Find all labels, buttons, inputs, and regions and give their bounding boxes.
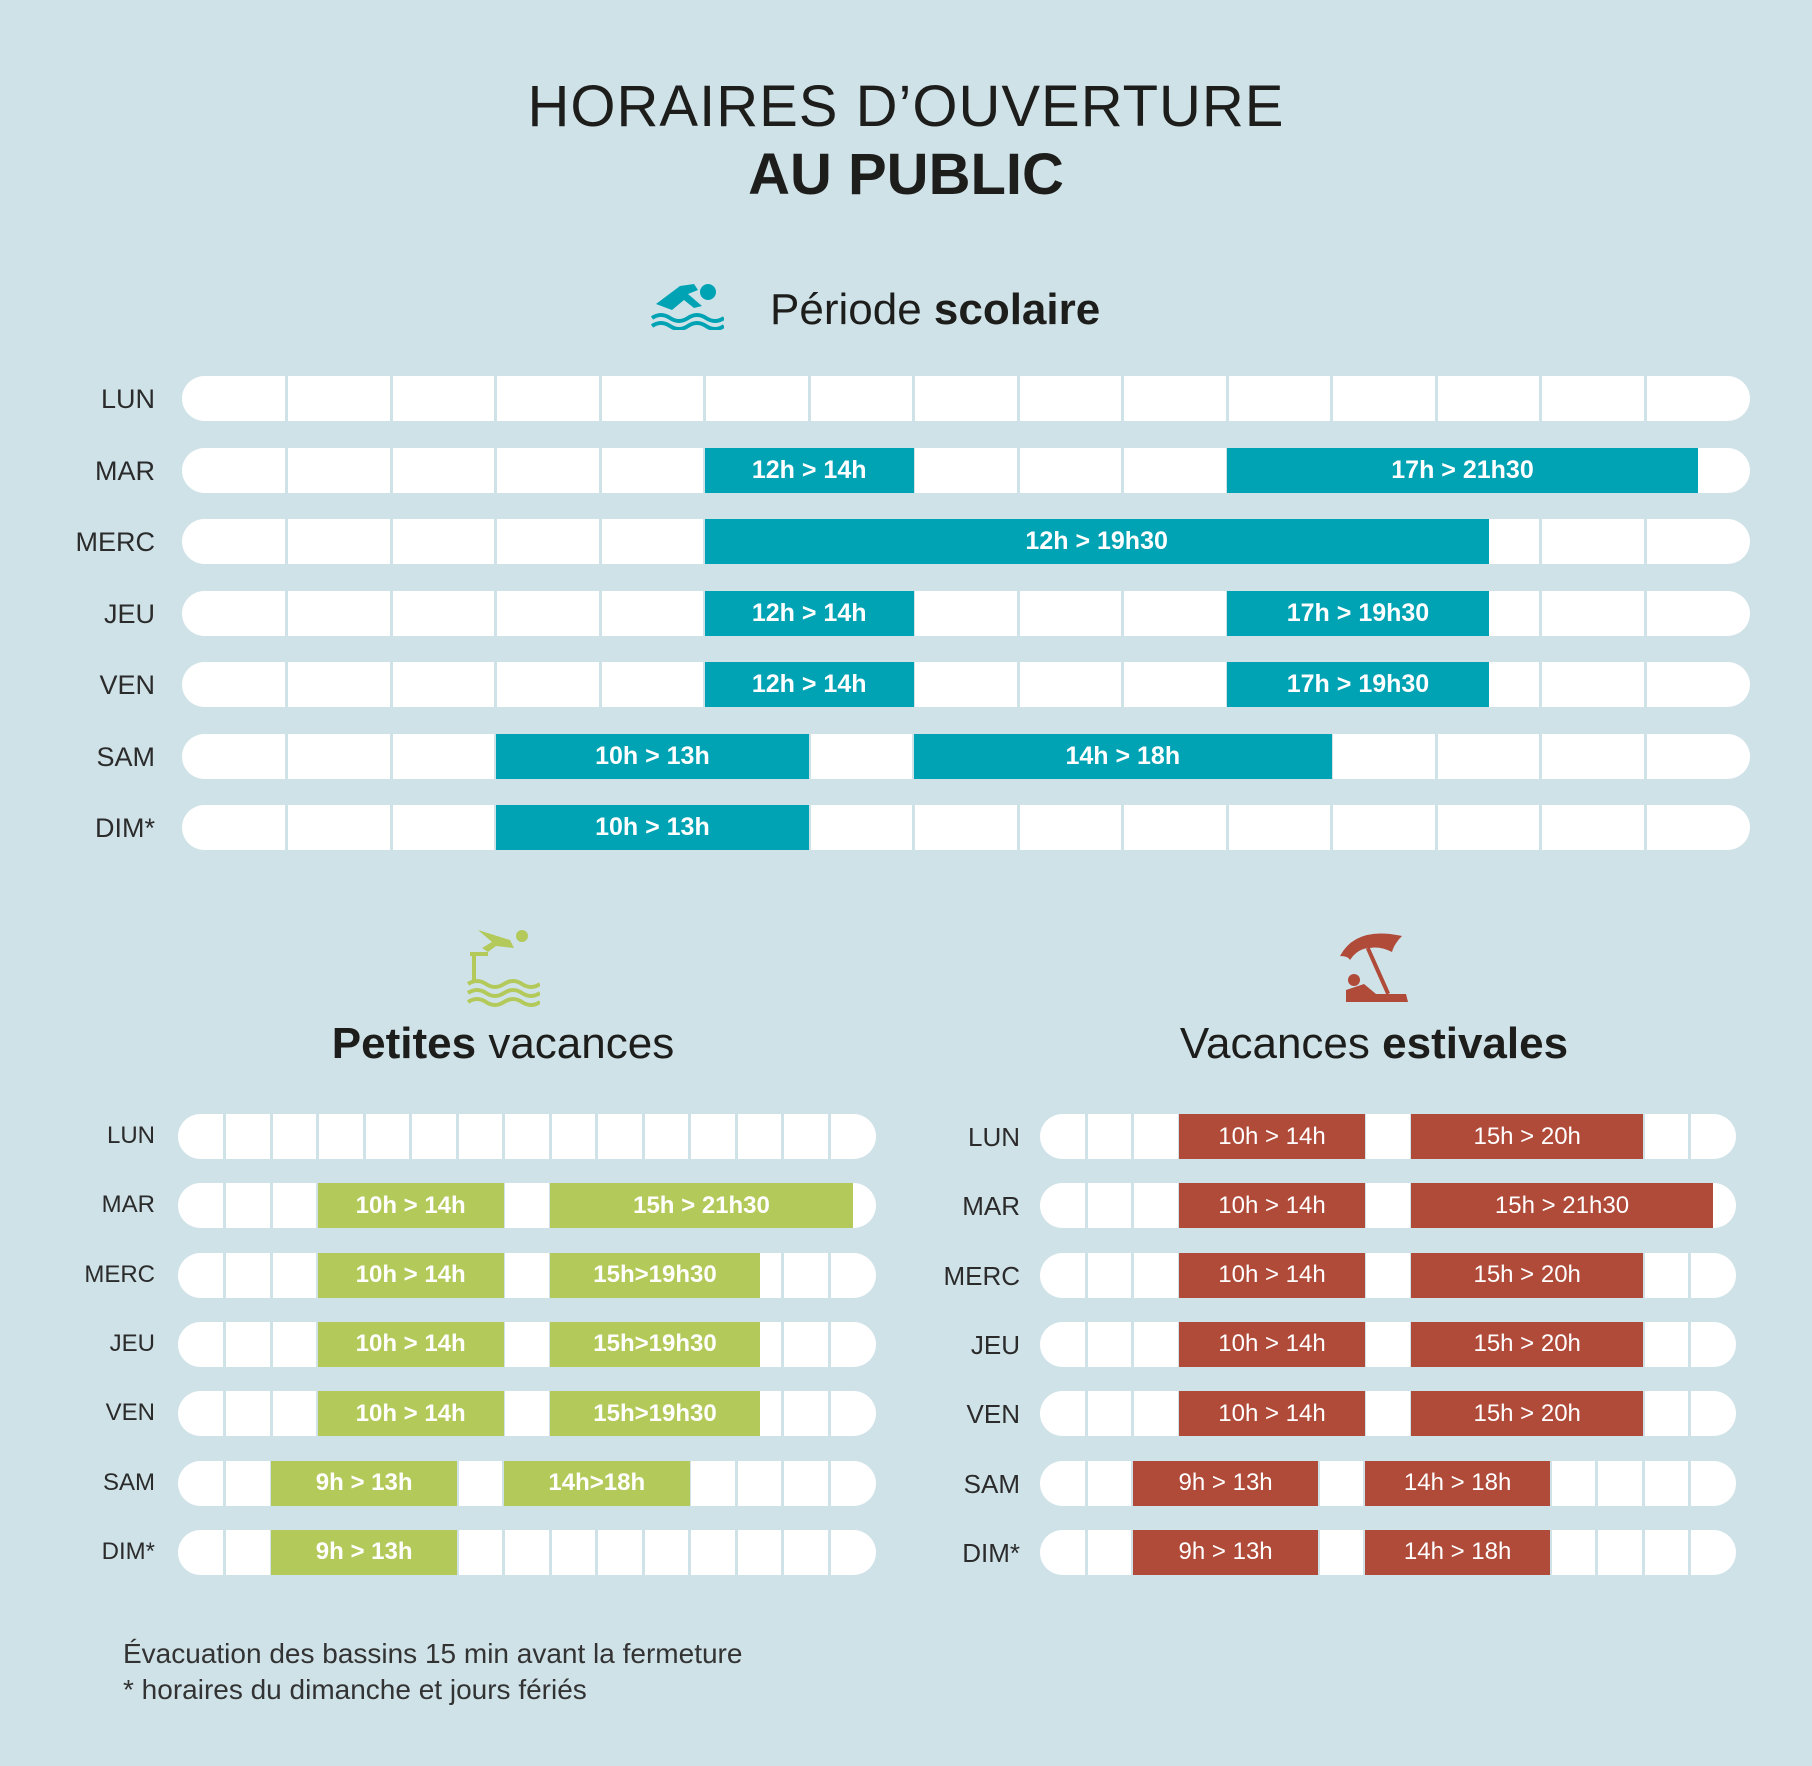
slot-divider: [1539, 519, 1542, 564]
slot-divider: [223, 1391, 226, 1436]
section-title-bold: estivales: [1382, 1019, 1569, 1068]
day-track: [178, 1391, 876, 1436]
day-track: [182, 376, 1750, 421]
slot-divider: [1688, 1253, 1691, 1298]
slot-divider: [223, 1461, 226, 1506]
slot-divider: [494, 519, 497, 564]
slot-divider: [781, 1391, 784, 1436]
slot-divider: [223, 1530, 226, 1575]
slot-divider: [781, 1530, 784, 1575]
slot-divider: [1330, 805, 1333, 850]
day-label: MERC: [75, 527, 155, 557]
day-track: [182, 519, 1750, 564]
slot-divider: [781, 1253, 784, 1298]
slot-divider: [1017, 591, 1020, 636]
slot-divider: [781, 1322, 784, 1367]
slot-divider: [595, 1114, 598, 1159]
slot-divider: [735, 1114, 738, 1159]
opening-block: 10h > 14h: [1179, 1391, 1365, 1436]
swimmer-icon: [650, 278, 724, 330]
opening-block: 15h > 20h: [1411, 1322, 1643, 1367]
section-title-petites: [0, 1016, 1006, 1072]
day-label: SAM: [963, 1468, 1020, 1499]
slot-divider: [363, 1114, 366, 1159]
slot-divider: [1085, 1391, 1088, 1436]
slot-divider: [828, 1114, 831, 1159]
opening-block: 10h > 14h: [318, 1322, 504, 1367]
day-label: LUN: [967, 1122, 1020, 1152]
slot-divider: [595, 1530, 598, 1575]
slot-divider: [1017, 805, 1020, 850]
opening-block: 15h > 20h: [1411, 1114, 1643, 1159]
slot-divider: [828, 1391, 831, 1436]
slot-divider: [285, 519, 288, 564]
slot-divider: [599, 376, 602, 421]
slot-divider: [1330, 376, 1333, 421]
diving-icon: [466, 922, 540, 1008]
section-title-regular: Vacances: [1179, 1019, 1383, 1068]
opening-block: 15h > 21h30: [1411, 1183, 1713, 1228]
section-title-regular: Période: [770, 285, 934, 334]
slot-divider: [223, 1183, 226, 1228]
slot-divider: [1644, 591, 1647, 636]
day-label: DIM*: [101, 1537, 155, 1565]
slot-divider: [828, 1322, 831, 1367]
slot-divider: [1688, 1391, 1691, 1436]
slot-divider: [270, 1391, 273, 1436]
day-label: VEN: [966, 1399, 1020, 1430]
opening-block: 14h > 18h: [1365, 1461, 1551, 1506]
slot-divider: [494, 376, 497, 421]
opening-block: 10h > 14h: [1179, 1253, 1365, 1298]
slot-divider: [1121, 591, 1124, 636]
slot-divider: [1131, 1253, 1134, 1298]
slot-divider: [1435, 805, 1438, 850]
slot-divider: [781, 1114, 784, 1159]
slot-divider: [494, 591, 497, 636]
section-title-estivales: [1000, 1016, 1748, 1072]
slot-divider: [599, 662, 602, 707]
slot-divider: [1644, 805, 1647, 850]
opening-block: 10h > 13h: [496, 734, 810, 779]
slot-divider: [1688, 1530, 1691, 1575]
slot-divider: [1539, 591, 1542, 636]
slot-divider: [285, 448, 288, 493]
slot-divider: [1131, 1391, 1134, 1436]
section-title-regular: vacances: [476, 1019, 675, 1068]
day-track: [182, 591, 1750, 636]
slot-divider: [1539, 662, 1542, 707]
slot-divider: [549, 1530, 552, 1575]
opening-block: 9h > 13h: [1133, 1530, 1319, 1575]
slot-divider: [270, 1322, 273, 1367]
slot-divider: [1085, 1253, 1088, 1298]
slot-divider: [828, 1530, 831, 1575]
day-label: SAM: [96, 741, 155, 772]
page-subtitle: AU PUBLIC: [748, 142, 1064, 207]
slot-divider: [285, 591, 288, 636]
slot-divider: [1539, 376, 1542, 421]
opening-block: 14h > 18h: [1365, 1530, 1551, 1575]
slot-divider: [1131, 1114, 1134, 1159]
slot-divider: [1688, 1322, 1691, 1367]
opening-block: 9h > 13h: [271, 1530, 457, 1575]
day-track: [178, 1322, 876, 1367]
opening-block: 9h > 13h: [271, 1461, 457, 1506]
day-label: JEU: [970, 1329, 1020, 1360]
day-label: JEU: [109, 1329, 155, 1357]
day-label: LUN: [106, 1122, 155, 1149]
slot-divider: [808, 376, 811, 421]
day-label: LUN: [100, 384, 155, 414]
slot-divider: [285, 662, 288, 707]
slot-divider: [1085, 1530, 1088, 1575]
section-title-bold: Petites: [331, 1019, 477, 1068]
slot-divider: [390, 591, 393, 636]
day-label: MERC: [943, 1260, 1020, 1291]
day-track: [182, 448, 1750, 493]
day-label: DIM*: [962, 1537, 1020, 1568]
slot-divider: [285, 734, 288, 779]
day-track: [1040, 1391, 1736, 1436]
slot-divider: [494, 662, 497, 707]
opening-block: 12h > 14h: [705, 591, 914, 636]
slot-divider: [409, 1114, 412, 1159]
opening-block: 12h > 14h: [705, 662, 914, 707]
slot-divider: [1642, 1461, 1645, 1506]
opening-block: 10h > 14h: [318, 1253, 504, 1298]
slot-divider: [1121, 448, 1124, 493]
slot-divider: [599, 519, 602, 564]
day-track: [178, 1114, 876, 1159]
slot-divider: [642, 1114, 645, 1159]
opening-block: 15h>19h30: [550, 1391, 759, 1436]
opening-block: 12h > 19h30: [705, 519, 1489, 564]
slot-divider: [1644, 376, 1647, 421]
slot-divider: [1539, 734, 1542, 779]
slot-divider: [1688, 1114, 1691, 1159]
slot-divider: [599, 448, 602, 493]
slot-divider: [688, 1530, 691, 1575]
slot-divider: [912, 805, 915, 850]
opening-block: 17h > 19h30: [1227, 662, 1488, 707]
slot-divider: [1642, 1530, 1645, 1575]
opening-block: 10h > 13h: [496, 805, 810, 850]
slot-divider: [735, 1530, 738, 1575]
slot-divider: [735, 1461, 738, 1506]
day-track: [182, 734, 1750, 779]
slot-divider: [1435, 734, 1438, 779]
day-label: MERC: [84, 1260, 155, 1288]
day-label: SAM: [102, 1468, 155, 1496]
slot-divider: [390, 734, 393, 779]
slot-divider: [1017, 662, 1020, 707]
slot-divider: [1017, 448, 1020, 493]
slot-divider: [390, 805, 393, 850]
slot-divider: [390, 376, 393, 421]
slot-divider: [1595, 1530, 1598, 1575]
day-track: [1040, 1253, 1736, 1298]
slot-divider: [828, 1461, 831, 1506]
day-label: MAR: [101, 1191, 155, 1219]
day-track: [1040, 1114, 1736, 1159]
opening-block: 10h > 14h: [1179, 1183, 1365, 1228]
opening-block: 17h > 21h30: [1227, 448, 1697, 493]
day-label: VEN: [105, 1399, 155, 1427]
day-track: [178, 1461, 876, 1506]
section-title-scolaire: [770, 282, 1100, 338]
slot-divider: [390, 519, 393, 564]
day-track: [178, 1530, 876, 1575]
opening-block: 15h > 20h: [1411, 1253, 1643, 1298]
slot-divider: [502, 1114, 505, 1159]
slot-divider: [502, 1530, 505, 1575]
slot-divider: [642, 1530, 645, 1575]
opening-block: 15h>19h30: [550, 1322, 759, 1367]
slot-divider: [456, 1114, 459, 1159]
day-track: [182, 662, 1750, 707]
slot-divider: [390, 448, 393, 493]
slot-divider: [316, 1114, 319, 1159]
slot-divider: [1435, 376, 1438, 421]
slot-divider: [1121, 805, 1124, 850]
day-label: JEU: [103, 598, 155, 629]
opening-block: 14h>18h: [504, 1461, 690, 1506]
slot-divider: [223, 1253, 226, 1298]
slot-divider: [1226, 805, 1229, 850]
slot-divider: [1688, 1461, 1691, 1506]
slot-divider: [223, 1322, 226, 1367]
slot-divider: [1121, 376, 1124, 421]
day-track: [1040, 1530, 1736, 1575]
slot-divider: [270, 1114, 273, 1159]
opening-block: 15h>19h30: [550, 1253, 759, 1298]
slot-divider: [1644, 519, 1647, 564]
day-label: DIM*: [95, 813, 155, 843]
slot-divider: [1085, 1322, 1088, 1367]
day-label: MAR: [962, 1191, 1020, 1222]
day-track: [178, 1183, 876, 1228]
day-track: [182, 805, 1750, 850]
slot-divider: [1017, 376, 1020, 421]
slot-divider: [1121, 662, 1124, 707]
day-label: MAR: [95, 455, 155, 486]
opening-block: 17h > 19h30: [1227, 591, 1488, 636]
slot-divider: [688, 1114, 691, 1159]
slot-divider: [285, 376, 288, 421]
opening-block: 10h > 14h: [318, 1183, 504, 1228]
slot-divider: [223, 1114, 226, 1159]
opening-block: 15h > 20h: [1411, 1391, 1643, 1436]
footnote-evacuation: Évacuation des bassins 15 min avant la fermeture: [123, 1638, 743, 1669]
slot-divider: [1644, 662, 1647, 707]
slot-divider: [549, 1114, 552, 1159]
slot-divider: [828, 1253, 831, 1298]
footnote-sunday: * horaires du dimanche et jours fériés: [123, 1674, 587, 1705]
day-track: [178, 1253, 876, 1298]
slot-divider: [1131, 1183, 1134, 1228]
slot-divider: [390, 662, 393, 707]
day-track: [1040, 1183, 1736, 1228]
day-label: VEN: [99, 670, 155, 700]
page-title: HORAIRES D’OUVERTURE: [527, 74, 1285, 139]
slot-divider: [1595, 1461, 1598, 1506]
slot-divider: [1085, 1183, 1088, 1228]
slot-divider: [1226, 376, 1229, 421]
slot-divider: [1085, 1114, 1088, 1159]
slot-divider: [781, 1461, 784, 1506]
day-track: [1040, 1461, 1736, 1506]
slot-divider: [1539, 805, 1542, 850]
slot-divider: [494, 448, 497, 493]
slot-divider: [912, 376, 915, 421]
opening-block: 9h > 13h: [1133, 1461, 1319, 1506]
slot-divider: [1085, 1461, 1088, 1506]
opening-block: 10h > 14h: [1179, 1322, 1365, 1367]
slot-divider: [285, 805, 288, 850]
beach-umbrella-icon: [1336, 926, 1412, 1008]
day-track: [1040, 1322, 1736, 1367]
opening-block: 10h > 14h: [318, 1391, 504, 1436]
slot-divider: [270, 1253, 273, 1298]
opening-block: 12h > 14h: [705, 448, 914, 493]
slot-divider: [270, 1183, 273, 1228]
opening-block: 14h > 18h: [914, 734, 1332, 779]
slot-divider: [1131, 1322, 1134, 1367]
opening-block: 10h > 14h: [1179, 1114, 1365, 1159]
section-title-bold: scolaire: [933, 285, 1101, 334]
slot-divider: [1644, 734, 1647, 779]
opening-block: 15h > 21h30: [550, 1183, 852, 1228]
slot-divider: [703, 376, 706, 421]
slot-divider: [599, 591, 602, 636]
